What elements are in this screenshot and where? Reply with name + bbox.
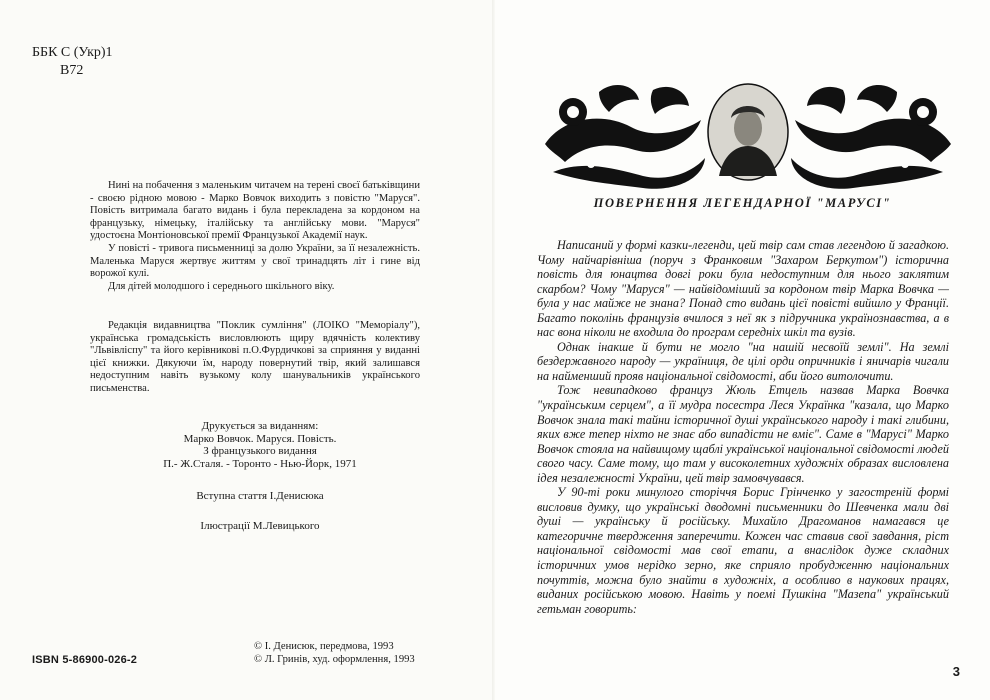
printed-from-line: Марко Вовчок. Маруся. Повість. [183, 432, 337, 445]
intro-article-credit: Вступна стаття І.Денисюка [196, 490, 324, 502]
copyright-block [254, 640, 415, 666]
isbn: ISBN 5-86900-026-2 [32, 654, 138, 666]
printed-from-block [140, 420, 380, 470]
editorial-paragraph: Редакція видавництва "Поклик сумління" (ЛОІКО "Меморіалу"), українська громадськість висловлюють щиру вдячність колективу "Львівліспу" та його керівникові п.О.Фурдичкові за сприяння у виданні цієї книжки. Дякуючи їм, народу повернутий твір, який залишався недоступним навіть вузькому колу шанувальників українського письменства. [90, 320, 420, 394]
right-page [495, 0, 990, 700]
article-paragraph: Однак інакше й бути не могло "на нашій несвоїй землі". На землі бездержавного народу — україниця, де цілі орди опричників і яничарів чигали на найменший прояв національної свідомості, аби його витолочити. [537, 339, 949, 383]
editorial-acknowledgement [90, 320, 420, 396]
annotation-text [90, 180, 420, 293]
copyright-line: © І. Денисюк, передмова, 1993 [254, 641, 394, 652]
page-number: 3 [952, 664, 960, 679]
bbk-code-line: ББК С (Укр)1 [32, 45, 113, 60]
right-floral-ornament [791, 85, 951, 189]
copyright-line: © Л. Гринів, худ. оформлення, 1993 [254, 654, 415, 665]
annotation-paragraph: У повісті - тривога письменниці за долю України, за її незалежність. Маленька Маруся жертвує життям у свої тринадцять літ і гине від ворожої кулі. [90, 242, 420, 280]
folk-ornament-header [543, 72, 953, 192]
article-title: ПОВЕРНЕННЯ ЛЕГЕНДАРНОЇ "МАРУСІ" [593, 196, 892, 210]
printed-from-line: П.- Ж.Сталя. - Торонто - Нью-Йорк, 1971 [163, 457, 357, 470]
left-floral-ornament [545, 85, 705, 189]
portrait-medallion [708, 84, 788, 180]
article-paragraph: Тож невипадково француз Жюль Етцель назвав Марка Вовчка "українським серцем", а її мудра посестра Леся Українка "казала, що Марко Вовчок знала такі тайни історичної душі українського народу і такі глибини, яких вже тепер ніхто не знає або випадісти не вміє". Саме в "Марусі" Марко Вовчок стояла на найвищому щаблі української національної свідомості людей свого часу. Саме тому, що там у високолетних художніх образах висловлена ідея незалежності України, цей твір замовчувався. [537, 383, 949, 485]
bbk-index [32, 44, 113, 80]
article-paragraph: Написаний у формі казки-легенди, цей твір сам став легендою й загадкою. Чому найчарівніша (поруч з Франковим "Захаром Беркутом") історична повість для юнацтва довгі роки була недоступним для нього заклятим скарбом? Чому "Маруся" — найвідоміший за кордоном твір Марка Вовчка — була у нас майже не знана? Понад сто видань цієї повісті вийшло у Франції. Багато поколінь французів вчилося з неї як з підручника українознавства, а в нас вона ніколи не входила до програм середніх шкіл та вузів. [537, 238, 949, 340]
annotation-paragraph: Нині на побачення з маленьким читачем на терені своєї батьківщини - своєю рідною мовою - Марко Вовчок виходить з повістю "Маруся". Повість витримала багато видань і була перекладена за кордоном на французьку, німецьку, італійську та англійську мови. "Маруся" удостоєна Монтіоновської премії Французької Академії наук. [90, 180, 420, 242]
article-paragraph: У 90-ті роки минулого сторіччя Борис Грінченко у загостреній формі висловив думку, що українські дводомні письменники до Шевченка мали дві душі — українську й російську. Михайло Драгоманов намагався це категоричне твердження заперечити. Кожен час ставив свої завдання, ріст національної свідомості мав свої етапи, а внаслідок дуже складних історичних умов нерідко зерно, яке сприяло пробудженню національних почуттів, можна було знайти в художніх, а особливо в наукових працях, виданих російською мовою. Навіть у поемі Пушкіна "Мазепа" український гетьман говорить: [537, 485, 949, 616]
printed-from-line: Друкується за виданням: [201, 420, 319, 432]
bbk-author-mark: В72 [60, 63, 84, 78]
annotation-paragraph: Для дітей молодшого і середнього шкільного віку. [108, 280, 335, 292]
article-body [537, 238, 949, 616]
printed-from-line: З французького видання [203, 445, 317, 458]
illustrations-credit: Ілюстрації М.Левицького [200, 520, 320, 532]
